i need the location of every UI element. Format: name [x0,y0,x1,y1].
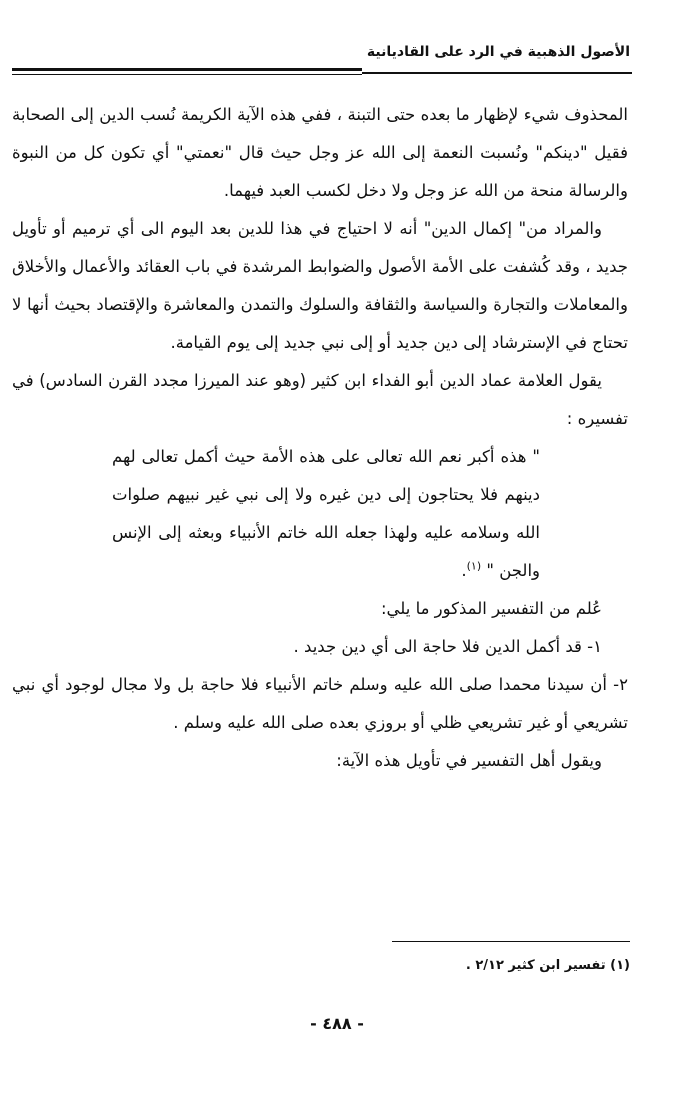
header-rule-thin [12,74,362,75]
paragraph-1: المحذوف شيء لإظهار ما بعده حتى التبنة ، ففي هذه الآية الكريمة نُسب الدين إلى الصحابة فقيل "دينكم" ونُسبت النعمة إلى الله عز وجل حيث قال "نعمتي" أي تكون كل من النبوة والرسالة منحة من الله عز وجل ولا دخل لكسب العبد فيهما. [12,105,628,200]
header-rule-right [362,72,632,74]
footnote-mark: (١) [466,559,482,573]
quote-text: " هذه أكبر نعم الله تعالى على هذه الأمة حيث أكمل تعالى لهم دينهم فلا يحتاجون إلى دين غيره ولا إلى نبي غير نبيهم صلوات الله وسلامه عليه ولهذا جعله الله خاتم الأنبياء وبعثه إلى الإنس والجن " [112,447,540,580]
conclusion-intro: عُلم من التفسير المذكور ما يلي: [380,599,602,618]
paragraph-3: يقول العلامة عماد الدين أبو الفداء ابن كثير (وهو عند الميرزا مجدد القرن السادس) في تفسيره : [12,371,628,428]
quoted-tafsir: " هذه أكبر نعم الله تعالى على هذه الأمة حيث أكمل تعالى لهم دينهم فلا يحتاجون إلى دين غيره ولا إلى نبي غير نبيهم صلوات الله وسلامه عليه ولهذا جعله الله خاتم الأنبياء وبعثه إلى الإنس والجن " $^{(١)}$. [112,447,540,580]
point-2: ٢- أن سيدنا محمدا صلى الله عليه وسلم خاتم الأنبياء فلا حاجة بل ولا مجال لوجود أي نبي تشريعي أو غير تشريعي ظلي أو بروزي بعده صلى الله عليه وسلم . [12,675,628,732]
footnote-rule [392,941,630,942]
paragraph-2: والمراد من" إكمال الدين" أنه لا احتياج في هذا للدين بعد اليوم الى أي ترميم أو تأويل جديد ، وقد كُشفت على الأمة الأصول والضوابط المرشدة في باب العقائد والأعمال والأخلاق والمعاملات والتجارة والسياسة والثقافة والسلوك والتمدن والمعاشرة والإقتصاد بحيث أنها لا تحتاج في الإسترشاد إلى دين جديد أو إلى نبي جديد إلى يوم القيامة. [12,219,628,352]
header-rule-thick [12,68,362,71]
point-1: ١- قد أكمل الدين فلا حاجة الى أي دين جديد . [293,637,602,656]
body-text [12,96,628,780]
closing-line: ويقول أهل التفسير في تأويل هذه الآية: [336,751,602,770]
page-number: - ٤٨٨ - [310,1014,364,1033]
footnote: (١) تفسير ابن كثير ٢/١٢ . [465,958,630,973]
running-header-title: الأصول الذهبية في الرد على القاديانية [366,44,630,60]
